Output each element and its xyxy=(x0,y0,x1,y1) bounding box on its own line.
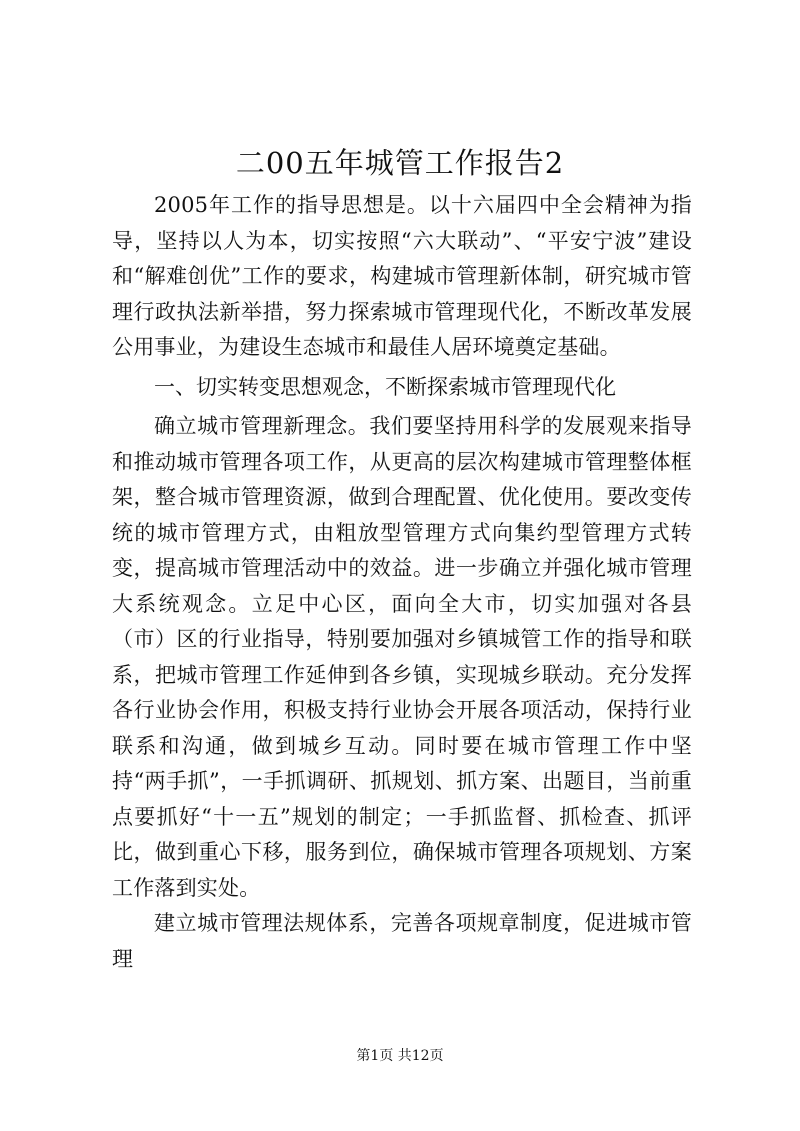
paragraph-legal-system: 建立城市管理法规体系，完善各项规章制度，促进城市管理 xyxy=(112,911,692,971)
document-body xyxy=(112,188,692,977)
page-footer: 第1页 共12页 xyxy=(356,1048,444,1064)
document-title: 二00五年城管工作报告2 xyxy=(235,146,565,180)
paragraph-guiding-ideology: 2005年工作的指导思想是。以十六届四中全会精神为指导，坚持以人为本，切实按照“六大联动”、“平安宁波”建设和“解难创优”工作的要求，构建城市管理新体制，研究城市管理行政执法新举措，努力探索城市管理现代化，不断改革发展公用事业，为建设生态城市和最佳人居环境奠定基础。 xyxy=(112,193,692,359)
paragraph-new-concept: 确立城市管理新理念。我们要坚持用科学的发展观来指导和推动城市管理各项工作，从更高的层次构建城市管理整体框架，整合城市管理资源，做到合理配置、优化使用。要改变传统的城市管理方式，由粗放型管理方式向集约型管理方式转变，提高城市管理活动中的效益。进一步确立并强化城市管理大系统观念。立足中心区，面向全大市，切实加强对各县（市）区的行业指导，特别要加强对乡镇城管工作的指导和联系，把城市管理工作延伸到各乡镇，实现城乡联动。充分发挥各行业协会作用，积极支持行业协会开展各项活动，保持行业联系和沟通，做到城乡互动。同时要在城市管理工作中坚持“两手抓”，一手抓调研、抓规划、抓方案、出题目，当前重点要抓好“十一五”规划的制定；一手抓监督、抓检查、抓评比，做到重心下移，服务到位，确保城市管理各项规划、方案工作落到实处。 xyxy=(112,414,692,900)
section-heading-1: 一、切实转变思想观念，不断探索城市管理现代化 xyxy=(154,374,616,399)
